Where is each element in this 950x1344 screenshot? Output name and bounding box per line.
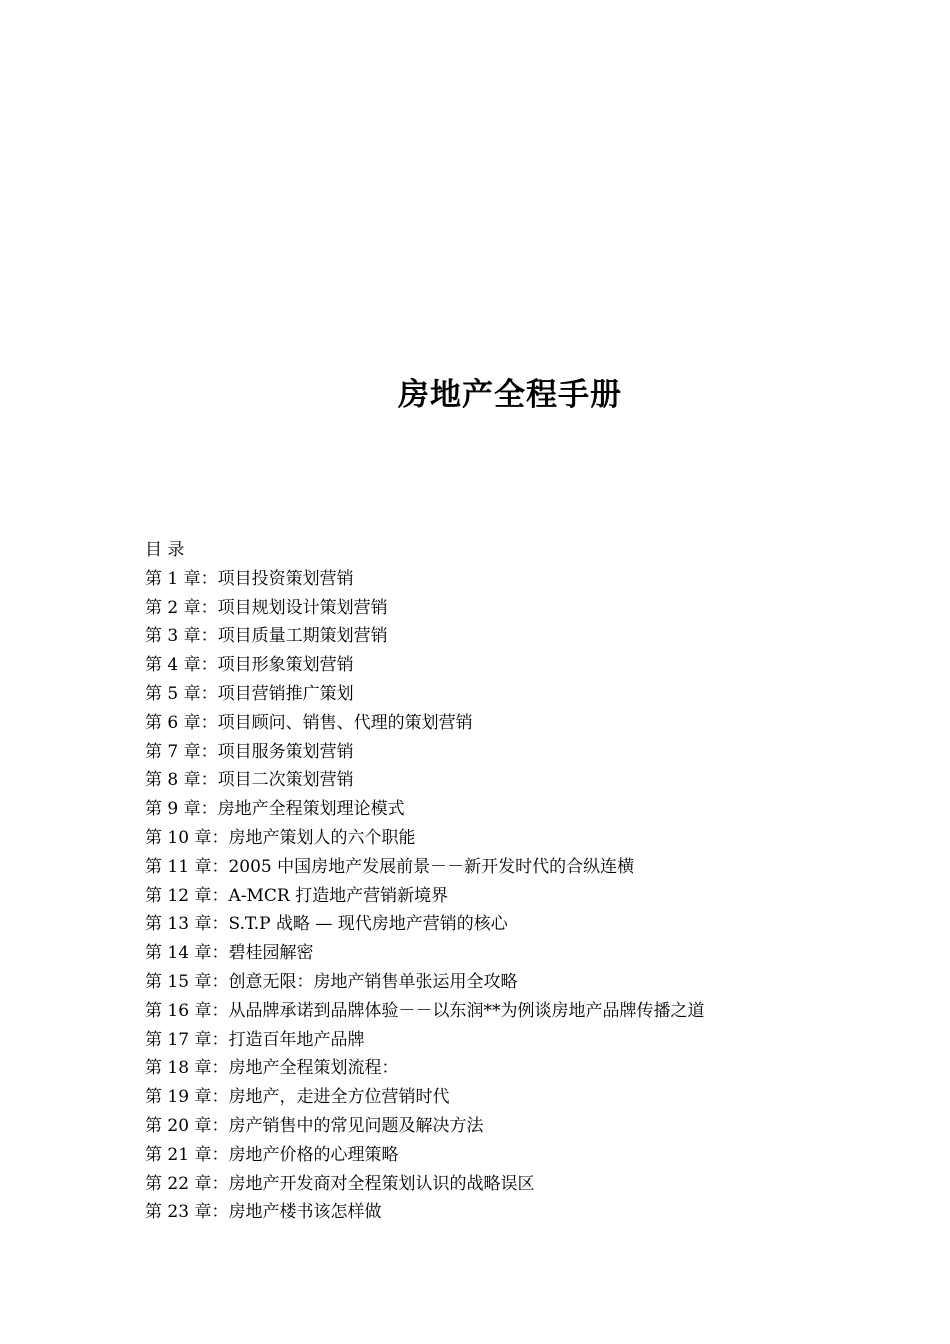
toc-item-17: 第 17 章：打造百年地产品牌	[145, 1029, 365, 1050]
toc-item-11: 第 11 章：2005 中国房地产发展前景－－新开发时代的合纵连横	[145, 856, 635, 877]
toc-item-5: 第 5 章：项目营销推广策划	[145, 683, 354, 704]
toc-item-21: 第 21 章：房地产价格的心理策略	[145, 1144, 399, 1165]
toc-item-3: 第 3 章：项目质量工期策划营销	[145, 626, 388, 647]
toc-item-20: 第 20 章：房产销售中的常见问题及解决方法	[145, 1115, 484, 1136]
toc-heading: 目 录	[145, 540, 185, 560]
toc-item-8: 第 8 章：项目二次策划营销	[145, 770, 354, 791]
toc-item-15: 第 15 章：创意无限：房地产销售单张运用全攻略	[145, 971, 518, 992]
toc-item-23: 第 23 章：房地产楼书该怎样做	[145, 1202, 382, 1223]
toc-item-16: 第 16 章：从品牌承诺到品牌体验－－以东润**为例谈房地产品牌传播之道	[145, 1000, 705, 1021]
toc-item-19: 第 19 章：房地产，走进全方位营销时代	[145, 1087, 450, 1108]
toc-item-9: 第 9 章：房地产全程策划理论模式	[145, 799, 405, 820]
toc-item-14: 第 14 章：碧桂园解密	[145, 943, 314, 964]
document-title: 房地产全程手册	[398, 377, 622, 413]
toc-item-18: 第 18 章：房地产全程策划流程：	[145, 1058, 399, 1079]
toc-item-12: 第 12 章：A-MCR 打造地产营销新境界	[145, 885, 449, 906]
toc-item-1: 第 1 章：项目投资策划营销	[145, 568, 354, 589]
toc-item-6: 第 6 章：项目顾问、销售、代理的策划营销	[145, 712, 473, 733]
table-of-contents	[145, 536, 905, 1227]
toc-item-13: 第 13 章：S.T.P 战略 — 现代房地产营销的核心	[145, 914, 508, 935]
toc-item-22: 第 22 章：房地产开发商对全程策划认识的战略误区	[145, 1173, 535, 1194]
toc-item-2: 第 2 章：项目规划设计策划营销	[145, 597, 388, 618]
toc-item-10: 第 10 章：房地产策划人的六个职能	[145, 827, 416, 848]
toc-item-4: 第 4 章：项目形象策划营销	[145, 655, 354, 676]
toc-item-7: 第 7 章：项目服务策划营销	[145, 741, 354, 762]
toc-list	[145, 565, 905, 1227]
